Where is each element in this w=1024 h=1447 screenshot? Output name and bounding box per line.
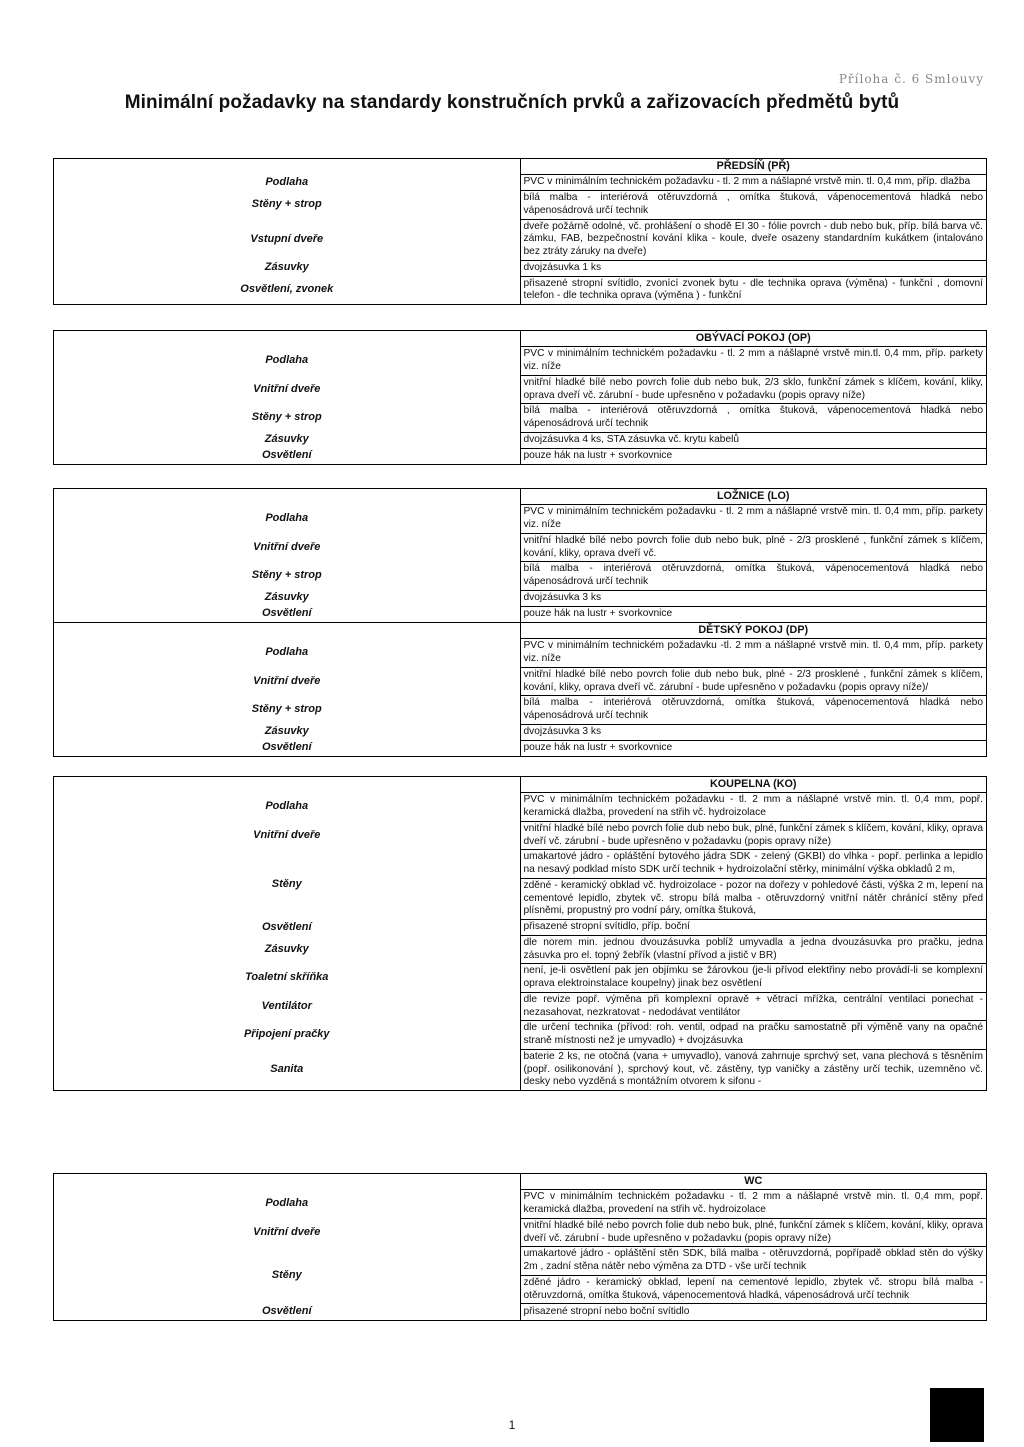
row-label: Stěny [54, 1247, 521, 1304]
row-label: Osvětlení, zvonek [54, 276, 521, 305]
section-loznice [53, 488, 987, 623]
row-label: Připojení pračky [54, 1021, 521, 1050]
row-label: Zásuvky [54, 260, 521, 276]
row-label: Toaletní skříňka [54, 964, 521, 993]
row-value: baterie 2 ks, ne otočná (vana + umyvadlo), vanová zahrnuje sprchvý set, vana plechová s těsněním (popř. osilikonování ), sprchový kout, vč. zástěny, typ vaničky a zástěny určí techik, uzemněno vč. desky nebo vyzděná s montážním otvorem k sifonu - [520, 1049, 987, 1090]
scan-marker-block [930, 1388, 984, 1442]
row-value: dveře požárně odolné, vč. prohlášení o shodě EI 30 - fólie povrch - dub nebo buk, příp. bílá barva vč. zámku, FAB, bezpečnostní kování klika - koule, dveře osazeny standardním kukátkem (intalováno bez ztráty záruky na dveře) [520, 219, 987, 260]
row-label: Stěny + strop [54, 404, 521, 433]
row-label: Osvětlení [54, 740, 521, 756]
page-title: Minimální požadavky na standardy konstručních prvků a zařizovacích předmětů bytů [124, 92, 900, 113]
row-label: Stěny + strop [54, 696, 521, 725]
section-heading: WC [520, 1174, 987, 1190]
section-heading: LOŽNICE (LO) [520, 489, 987, 505]
row-label: Podlaha [54, 1190, 521, 1219]
section-heading: DĚTSKÝ POKOJ (DP) [520, 623, 987, 639]
row-value: PVC v minimálním technickém požadavku -tl. 2 mm a nášlapné vrstvě min. tl. 0,4 mm, příp. parkety viz. níže [520, 639, 987, 668]
row-label: Vnitřní dveře [54, 533, 521, 562]
row-label: Vnitřní dveře [54, 821, 521, 850]
row-value: umakartové jádro - opláštění bytového jádra SDK - zelený (GKBI) do vlhka - popř. perlinka a lepidlo na nesavý podklad místo SDK určí technik + hydroizolační stěrky, minimální výška obkladů 2 m, [520, 850, 987, 879]
row-label: Zásuvky [54, 590, 521, 606]
row-label: Podlaha [54, 639, 521, 668]
row-value: PVC v minimálním technickém požadavku - tl. 2 mm a nášlapné vrstvě min. tl. 0,4 mm, příp. dlažba [520, 175, 987, 191]
row-label: Zásuvky [54, 432, 521, 448]
row-label: Podlaha [54, 175, 521, 191]
row-label: Zásuvky [54, 724, 521, 740]
row-value: vnitřní hladké bílé nebo povrch folie dub nebo buk, plné, funkční zámek s klíčem, kování, kliky, oprava dveří vč. zárubní - bude upřesněno v požadavku (popis opravy níže) [520, 1218, 987, 1247]
row-label: Vstupní dveře [54, 219, 521, 260]
section-heading: KOUPELNA (KO) [520, 777, 987, 793]
row-value: vnitřní hladké bílé nebo povrch folie dub nebo buk, plné - 2/3 prosklené , funkční zámek s klíčem, kování, kliky, oprava dveří vč. [520, 533, 987, 562]
row-value: dvojzásuvka 3 ks [520, 724, 987, 740]
section-predsin [53, 158, 987, 305]
row-value: přisazené stropní svítidlo, zvonící zvonek bytu - dle technika oprava (výměna) - funkční , domovní telefon - dle technika oprava (výměna ) - funkční [520, 276, 987, 305]
row-label: Osvětlení [54, 920, 521, 936]
row-label: Vnitřní dveře [54, 667, 521, 696]
section-detsky-pokoj [53, 622, 987, 757]
row-label: Stěny [54, 850, 521, 920]
row-value: pouze hák na lustr + svorkovnice [520, 606, 987, 622]
row-label: Osvětlení [54, 606, 521, 622]
row-value-secondary: zděné jádro - keramický obklad, lepení na cementové lepidlo, zbytek vč. stropu bílá malba - otěruvzdorná, omítka štuková, vápenocementová hladká, vápenosádrová určí technik [520, 1275, 987, 1304]
row-label: Zásuvky [54, 935, 521, 964]
attachment-note: Příloha č. 6 Smlouvy [838, 72, 984, 86]
row-label: Vnitřní dveře [54, 375, 521, 404]
section-obyvaci-pokoj [53, 330, 987, 465]
row-value: dle určení technika (přívod: roh. ventil, odpad na pračku samostatně při výměně vany na opačné straně místnosti než je umyvadlo) + dvojzásuvka [520, 1021, 987, 1050]
row-value: PVC v minimálním technickém požadavku - tl. 2 mm a nášlapné vrstvě min.tl. 0,4 mm, příp. parkety viz. níže [520, 347, 987, 376]
row-label: Podlaha [54, 347, 521, 376]
row-value: bílá malba - interiérová otěruvzdorná, omítka štuková, vápenocementová hladká nebo vápenosádrová určí technik [520, 562, 987, 591]
row-label: Osvětlení [54, 1304, 521, 1320]
row-value: PVC v minimálním technickém požadavku - tl. 2 mm a nášlapné vrstvě min. tl. 0,4 mm, popř. keramická dlažba, provedení na střih vč. hydroizolace [520, 793, 987, 822]
row-label: Podlaha [54, 505, 521, 534]
row-value: dle norem min. jednou dvouzásuvka poblíž umyvadla a jedna dvouzásuvka pro pračku, jedna zásuvka pro el. topný žebřík (vlastní přívod a jistič v BR) [520, 935, 987, 964]
section-koupelna [53, 776, 987, 1091]
row-label: Stěny + strop [54, 191, 521, 220]
row-value: dvojzásuvka 1 ks [520, 260, 987, 276]
row-label: Stěny + strop [54, 562, 521, 591]
row-value: není, je-li osvětlení pak jen objímku se žárovkou (je-li přívod elektřiny nebo provádí-li se komplexní oprava elektroinstalace koupelny) jinak bez osvětlení [520, 964, 987, 993]
row-value: vnitřní hladké bílé nebo povrch folie dub nebo buk, 2/3 sklo, funkční zámek s klíčem, kování, kliky, oprava dveří vč. zárubní - bude upřesněno v požadavku (popis opravy níže) [520, 375, 987, 404]
row-value: umakartové jádro - opláštění stěn SDK, bílá malba - otěruvzdorná, popřípadě obklad stěn do výšky 2m , zadní stěna nátěr nebo výměna za DTD - vše určí technik [520, 1247, 987, 1276]
row-label: Ventilátor [54, 992, 521, 1021]
row-label: Podlaha [54, 793, 521, 822]
row-value: bílá malba - interiérová otěruvzdorná , omítka štuková, vápenocementová hladká nebo vápenosádrová určí technik [520, 404, 987, 433]
row-value: dle revize popř. výměna při komplexní opravě + větrací mřížka, centrální ventilaci ponechat - nezasahovat, nezkratovat - nedodávat ventilátor [520, 992, 987, 1021]
section-wc [53, 1173, 987, 1321]
row-label: Vnitřní dveře [54, 1218, 521, 1247]
row-value: vnitřní hladké bílé nebo povrch folie dub nebo buk, plné - 2/3 prosklené , funkční zámek s klíčem, kování, kliky, oprava dveří vč. zárubní - bude upřesněno v požadavku (popis opravy níže)/ [520, 667, 987, 696]
row-value: bílá malba - interiérová otěruvzdorná , omítka štuková, vápenocementová hladká nebo vápenosádrová určí technik [520, 191, 987, 220]
row-value: dvojzásuvka 4 ks, STA zásuvka vč. krytu kabelů [520, 432, 987, 448]
row-value-secondary: zděné - keramický obklad vč. hydroizolace - pozor na dořezy v pohledové části, výška 2 m, lepení na cementové lepidlo, zbytek vč. stropu bílá malba - otěruvzdorný vnitřní nátěr chránící stěny před plísněmi, propustný pro vodní páry, omítka štuková, [520, 878, 987, 919]
row-value: přisazené stropní nebo boční svítidlo [520, 1304, 987, 1320]
page-number: 1 [508, 1418, 516, 1432]
row-label: Sanita [54, 1049, 521, 1090]
row-value: dvojzásuvka 3 ks [520, 590, 987, 606]
row-value: pouze hák na lustr + svorkovnice [520, 448, 987, 464]
row-value: pouze hák na lustr + svorkovnice [520, 740, 987, 756]
row-value: PVC v minimálním technickém požadavku - tl. 2 mm a nášlapné vrstvě min. tl. 0,4 mm, popř. keramická dlažba, provedení na střih vč. hydroizolace [520, 1190, 987, 1219]
row-label: Osvětlení [54, 448, 521, 464]
row-value: bílá malba - interiérová otěruvzdorná, omítka štuková, vápenocementová hladká nebo vápenosádrová určí technik [520, 696, 987, 725]
section-heading: PŘEDSÍŇ (PŘ) [520, 159, 987, 175]
row-value: vnitřní hladké bílé nebo povrch folie dub nebo buk, plné, funkční zámek s klíčem, kování, kliky, oprava dveří vč. zárubní - bude upřesněno v požadavku (popis opravy níže) [520, 821, 987, 850]
row-value: přisazené stropní svítidlo, příp. boční [520, 920, 987, 936]
row-value: PVC v minimálním technickém požadavku - tl. 2 mm a nášlapné vrstvě min. tl. 0,4 mm, příp. parkety viz. níže [520, 505, 987, 534]
section-heading: OBÝVACÍ POKOJ (OP) [520, 331, 987, 347]
